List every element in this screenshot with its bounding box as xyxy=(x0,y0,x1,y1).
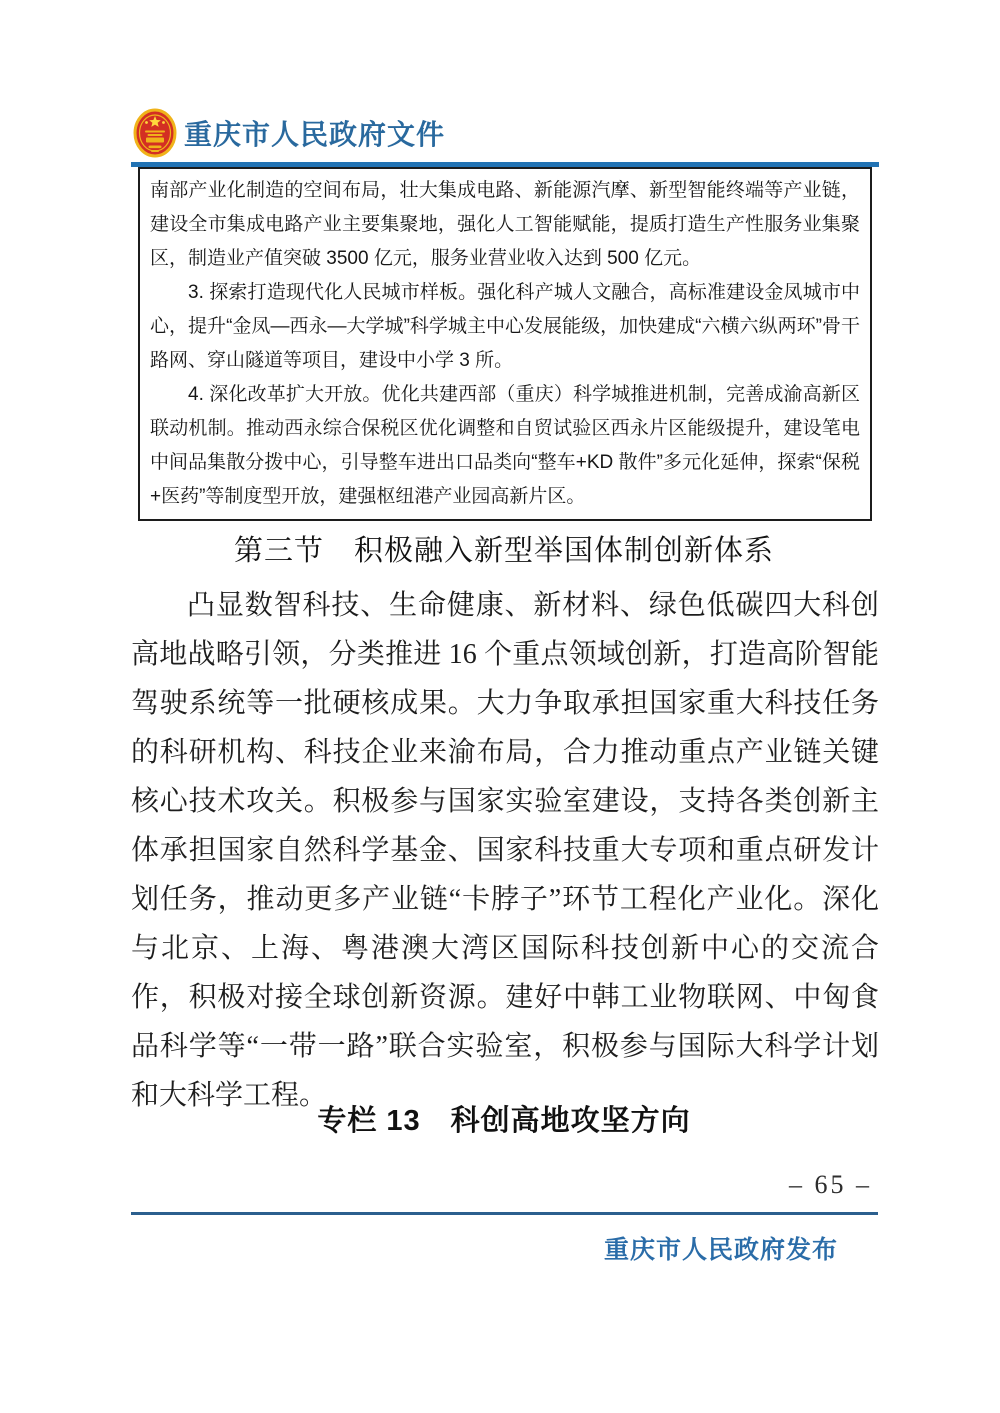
page-number: – 65 – xyxy=(789,1170,872,1199)
document-header xyxy=(133,108,445,158)
document-title: 重庆市人民政府文件 xyxy=(184,120,446,151)
column-13-heading: 专栏 13 科创高地攻坚方向 xyxy=(317,1105,691,1137)
box-paragraph-continuation: 南部产业化制造的空间布局，壮大集成电路、新能源汽摩、新型智能终端等产业链，建设全市集成电路产业主要集聚地，强化人工智能赋能，提质打造生产性服务业集聚区，制造业产值突破 3500 亿元，服务业营业收入达到 500 亿元。 xyxy=(150,180,860,269)
highlighted-text-box xyxy=(138,167,872,521)
publisher-footer: 重庆市人民政府发布 xyxy=(603,1237,838,1264)
box-paragraph-item-4: 4. 深化改革扩大开放。优化共建西部（重庆）科学城推进机制，完善成渝高新区联动机制。推动西永综合保税区优化调整和自贸试验区西永片区能级提升，建设笔电中间品集散分拨中心，引导整车进出口品类向“整车+KD 散件”多元化延伸，探索“保税+医药”等制度型开放，建强枢纽港产业园高新片区。 xyxy=(150,384,860,507)
footer-divider-rule xyxy=(131,1212,878,1215)
section-heading: 第三节 积极融入新型举国体制创新体系 xyxy=(233,535,774,567)
national-emblem-icon xyxy=(133,108,177,158)
box-paragraph-item-3: 3. 探索打造现代化人民城市样板。强化科产城人文融合，高标准建设金凤城市中心，提升“金凤—西永—大学城”科学城主中心发展能级，加快建成“六横六纵两环”骨干路网、穿山隧道等项目，建设中小学 3 所。 xyxy=(150,282,860,371)
body-paragraph: 凸显数智科技、生命健康、新材料、绿色低碳四大科创高地战略引领，分类推进 16 个重点领域创新，打造高阶智能驾驶系统等一批硬核成果。大力争取承担国家重大科技任务的科研机构、科技企业来渝布局，合力推动重点产业链关键核心技术攻关。积极参与国家实验室建设，支持各类创新主体承担国家自然科学基金、国家科技重大专项和重点研发计划任务，推动更多产业链“卡脖子”环节工程化产业化。深化与北京、上海、粤港澳大湾区国际科技创新中心的交流合作，积极对接全球创新资源。建好中韩工业物联网、中匈食品科学等“一带一路”联合实验室，积极参与国际大科学计划和大科学工程。 xyxy=(131,590,879,1111)
